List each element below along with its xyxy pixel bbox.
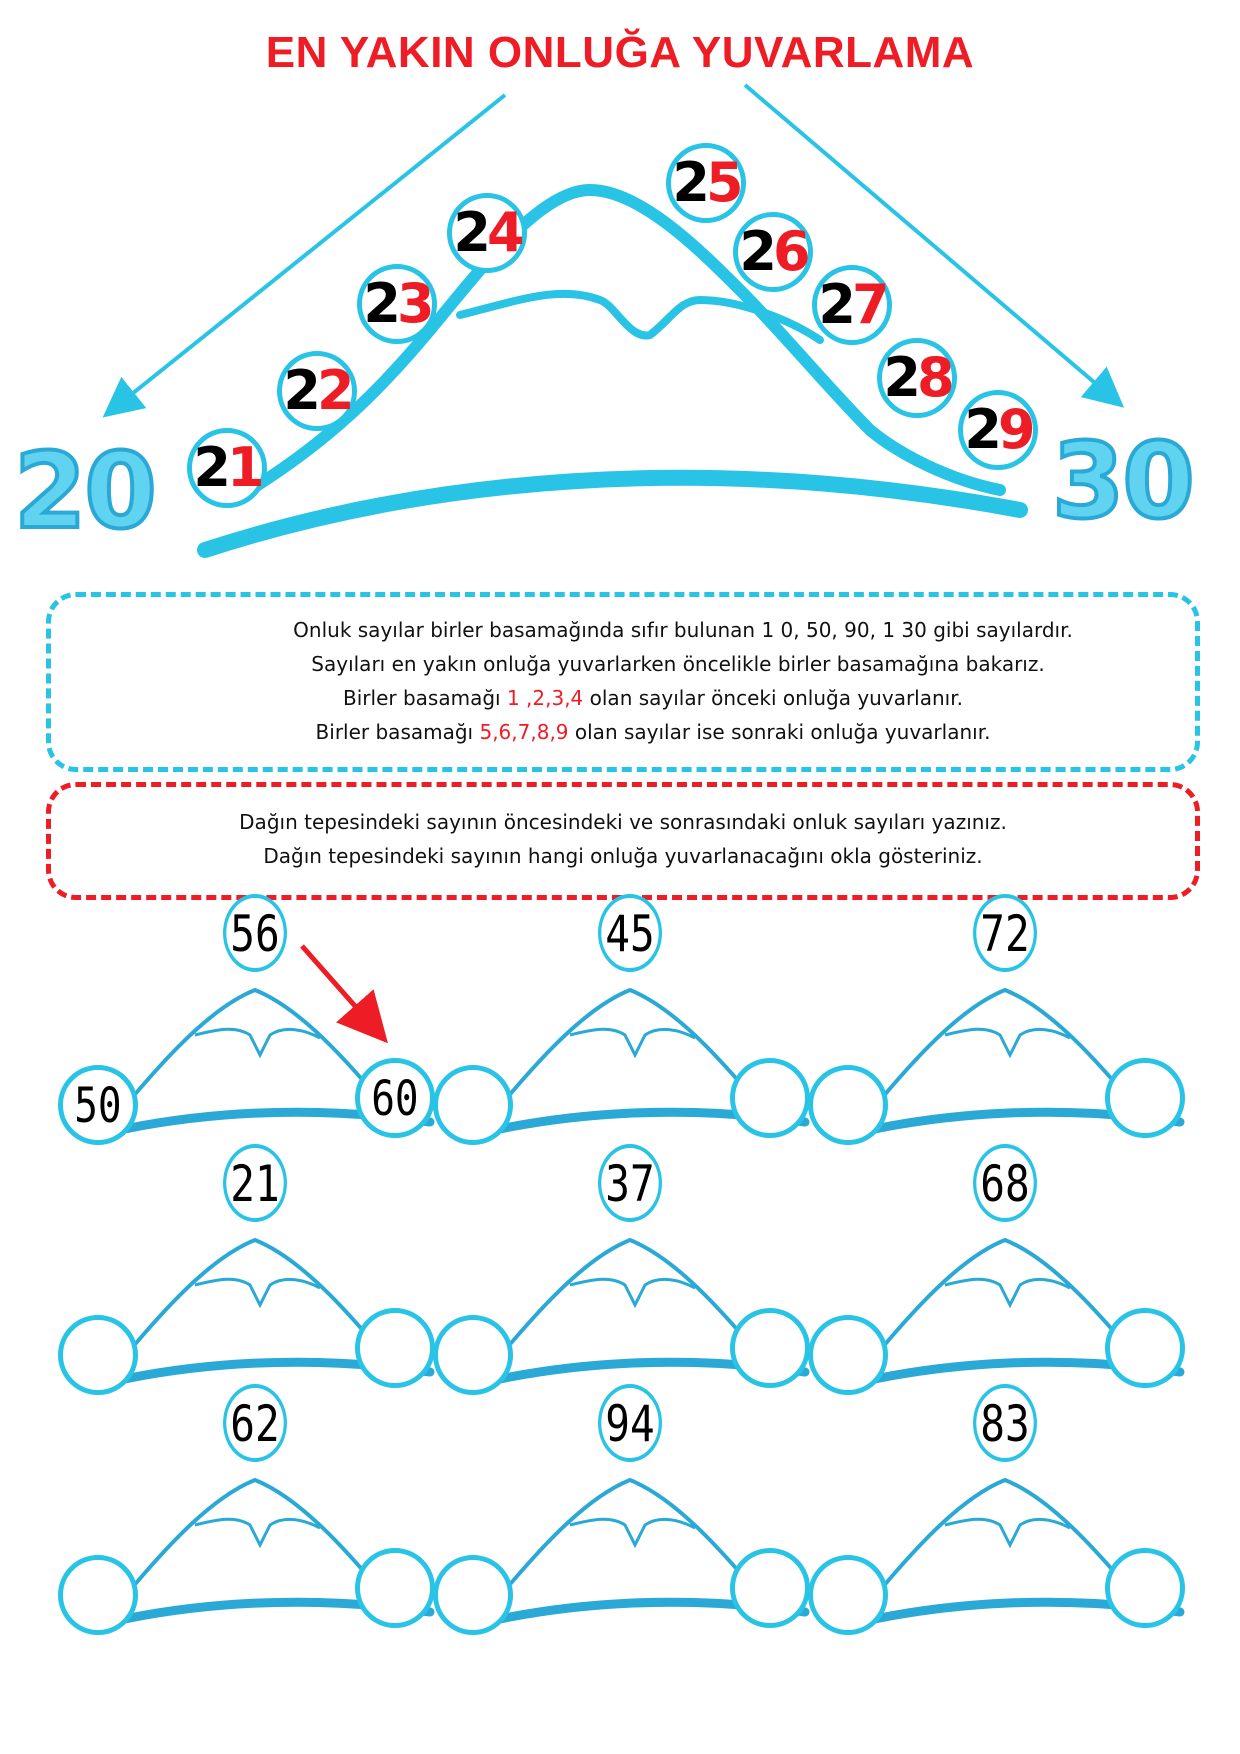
number-circle-23: 23 <box>357 264 437 344</box>
info-line-2: Sayıları en yakın onluğa yuvarlarken öncelikle birler basamağına bakarız. <box>311 652 1045 676</box>
mountain-top-number: 56 <box>223 894 287 972</box>
number-circle-27: 27 <box>812 265 892 345</box>
number-circle-22: 22 <box>277 351 357 431</box>
upper-ten-answer-circle[interactable] <box>730 1058 810 1138</box>
lower-ten-answer-circle[interactable] <box>433 1315 513 1395</box>
page-title: EN YAKIN ONLUĞA YUVARLAMA <box>265 28 975 77</box>
tens-start-label: 20 <box>14 430 155 552</box>
lower-ten-answer-circle[interactable] <box>808 1315 888 1395</box>
number-circle-28: 28 <box>877 338 957 418</box>
info-line-3: Birler basamağı 1 ,2,3,4 olan sayılar önceki onluğa yuvarlanır. <box>343 686 963 710</box>
upper-ten-answer-circle[interactable] <box>355 1548 435 1628</box>
lower-ten-answer-circle[interactable] <box>808 1065 888 1145</box>
lower-ten-answer-circle[interactable] <box>433 1555 513 1635</box>
number-circle-29: 29 <box>958 390 1038 470</box>
task-line-1: Dağın tepesindeki sayının öncesindeki ve sonrasındaki onluk sayıları yazınız. <box>239 810 1007 834</box>
mountain-top-number: 68 <box>973 1144 1037 1222</box>
number-circle-25: 25 <box>666 143 746 223</box>
upper-ten-answer-circle[interactable] <box>1105 1548 1185 1628</box>
task-line-2: Dağın tepesindeki sayının hangi onluğa yuvarlanacağını okla gösteriniz. <box>263 844 983 868</box>
upper-ten-answer-circle[interactable]: 60 <box>355 1058 435 1138</box>
lower-ten-answer-circle[interactable]: 50 <box>58 1065 138 1145</box>
mountain-top-number: 83 <box>973 1384 1037 1462</box>
info-line-1: Onluk sayılar birler basamağında sıfır bulunan 1 0, 50, 90, 1 30 gibi sayılardır. <box>293 618 1073 642</box>
mountain-top-number: 37 <box>598 1144 662 1222</box>
number-circle-24: 24 <box>447 193 527 273</box>
info-line-4: Birler basamağı 5,6,7,8,9 olan sayılar ise sonraki onluğa yuvarlanır. <box>315 720 991 744</box>
mountain-top-number: 62 <box>223 1384 287 1462</box>
number-circle-26: 26 <box>733 212 813 292</box>
upper-ten-answer-circle[interactable] <box>355 1308 435 1388</box>
mountain-top-number: 72 <box>973 894 1037 972</box>
upper-ten-answer-circle[interactable] <box>1105 1058 1185 1138</box>
mountain-top-number: 94 <box>598 1384 662 1462</box>
upper-ten-answer-circle[interactable] <box>1105 1308 1185 1388</box>
mountain-top-number: 21 <box>223 1144 287 1222</box>
number-circle-21: 21 <box>187 428 267 508</box>
tens-end-label: 30 <box>1052 420 1193 542</box>
lower-ten-answer-circle[interactable] <box>808 1555 888 1635</box>
mountain-top-number: 45 <box>598 894 662 972</box>
lower-ten-answer-circle[interactable] <box>58 1555 138 1635</box>
upper-ten-answer-circle[interactable] <box>730 1548 810 1628</box>
upper-ten-answer-circle[interactable] <box>730 1308 810 1388</box>
lower-ten-answer-circle[interactable] <box>433 1065 513 1145</box>
lower-ten-answer-circle[interactable] <box>58 1315 138 1395</box>
